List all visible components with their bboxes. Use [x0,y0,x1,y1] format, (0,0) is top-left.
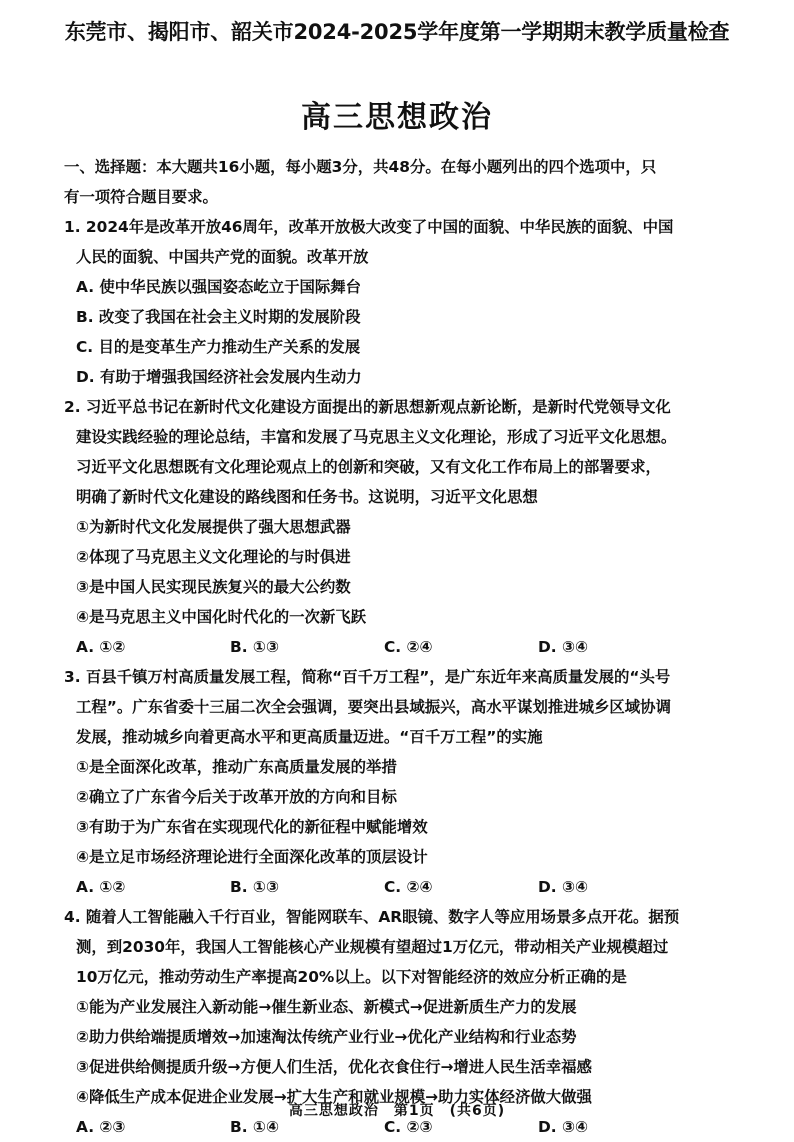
page-footer: 高三思想政治 第1页 (共6页) [288,1103,506,1119]
q4-option-b: B. ①④ [230,1118,279,1136]
q4-option-a: A. ②③ [76,1118,126,1136]
q3-stem-line3: 发展，推动城乡向着更高水平和更高质量迈进。“百千万工程”的实施 [76,728,543,746]
q1-option-d: D. 有助于增强我国经济社会发展内生动力 [76,368,362,386]
q2-option-b: B. ①③ [230,638,279,656]
q3-statement-1: ①是全面深化改革，推动广东高质量发展的举措 [76,758,397,776]
exam-header-title: 东莞市、揭阳市、韶关市2024-2025学年度第一学期期末教学质量检查 [64,20,730,44]
exam-content [64,152,740,1142]
q3-options [64,872,740,902]
section-instruction-line1: 一、选择题：本大题共16小题，每小题3分，共48分。在每小题列出的四个选项中，只 [64,158,657,176]
q1-stem-line2: 人民的面貌、中国共产党的面貌。改革开放 [76,248,369,266]
q4-statement-1: ①能为产业发展注入新动能→催生新业态、新模式→促进新质生产力的发展 [76,998,577,1016]
q2-option-a: A. ①② [76,638,126,656]
q3-option-b: B. ①③ [230,878,279,896]
q3-option-a: A. ①② [76,878,126,896]
q3-statement-3: ③有助于为广东省在实现现代化的新征程中赋能增效 [76,818,428,836]
subject-title: 高三思想政治 [301,100,493,135]
q1-option-b: B. 改变了我国在社会主义时期的发展阶段 [76,308,361,326]
q2-option-d: D. ③④ [538,638,589,656]
q2-statement-2: ②体现了马克思主义文化理论的与时俱进 [76,548,351,566]
section-instruction-line2: 有一项符合题目要求。 [64,188,218,206]
q4-option-c: C. ②③ [384,1118,433,1136]
q1-stem-line1: 1. 2024年是改革开放46周年，改革开放极大改变了中国的面貌、中华民族的面貌、中国 [64,218,674,236]
q1-option-c: C. 目的是变革生产力推动生产关系的发展 [76,338,361,356]
q1-option-a: A. 使中华民族以强国姿态屹立于国际舞台 [76,278,362,296]
q2-stem-line2: 建设实践经验的理论总结，丰富和发展了马克思主义文化理论，形成了习近平文化思想。 [76,428,677,446]
q3-stem-line2: 工程”。广东省委十三届二次全会强调，要突出县域振兴，高水平谋划推进城乡区域协调 [76,698,671,716]
q2-option-c: C. ②④ [384,638,433,656]
q2-stem-line3: 习近平文化思想既有文化理论观点上的创新和突破，又有文化工作布局上的部署要求， [76,458,661,476]
q4-statement-3: ③促进供给侧提质升级→方便人们生活，优化衣食住行→增进人民生活幸福感 [76,1058,592,1076]
q2-stem-line4: 明确了新时代文化建设的路线图和任务书。这说明，习近平文化思想 [76,488,538,506]
q4-statement-4: ④降低生产成本促进企业发展→扩大生产和就业规模→助力实体经济做大做强 [76,1088,592,1106]
q2-statement-4: ④是马克思主义中国化时代化的一次新飞跃 [76,608,367,626]
q2-statement-3: ③是中国人民实现民族复兴的最大公约数 [76,578,351,596]
q3-option-d: D. ③④ [538,878,589,896]
q2-statement-1: ①为新时代文化发展提供了强大思想武器 [76,518,351,536]
q3-statement-4: ④是立足市场经济理论进行全面深化改革的顶层设计 [76,848,428,866]
q4-option-d: D. ③④ [538,1118,589,1136]
q3-option-c: C. ②④ [384,878,433,896]
q4-statement-2: ②助力供给端提质增效→加速淘汰传统产业行业→优化产业结构和行业态势 [76,1028,577,1046]
q2-options [64,632,740,662]
q3-statement-2: ②确立了广东省今后关于改革开放的方向和目标 [76,788,397,806]
q4-stem-line1: 4. 随着人工智能融入千行百业，智能网联车、AR眼镜、数字人等应用场景多点开花。据预 [64,908,680,926]
q4-stem-line2: 测，到2030年，我国人工智能核心产业规模有望超过1万亿元，带动相关产业规模超过 [76,938,669,956]
q3-stem-line1: 3. 百县千镇万村高质量发展工程，简称“百千万工程”，是广东近年来高质量发展的“头号 [64,668,671,686]
q4-stem-line3: 10万亿元，推动劳动生产率提高20%以上。以下对智能经济的效应分析正确的是 [76,968,627,986]
q2-stem-line1: 2. 习近平总书记在新时代文化建设方面提出的新思想新观点新论断，是新时代党领导文化 [64,398,671,416]
